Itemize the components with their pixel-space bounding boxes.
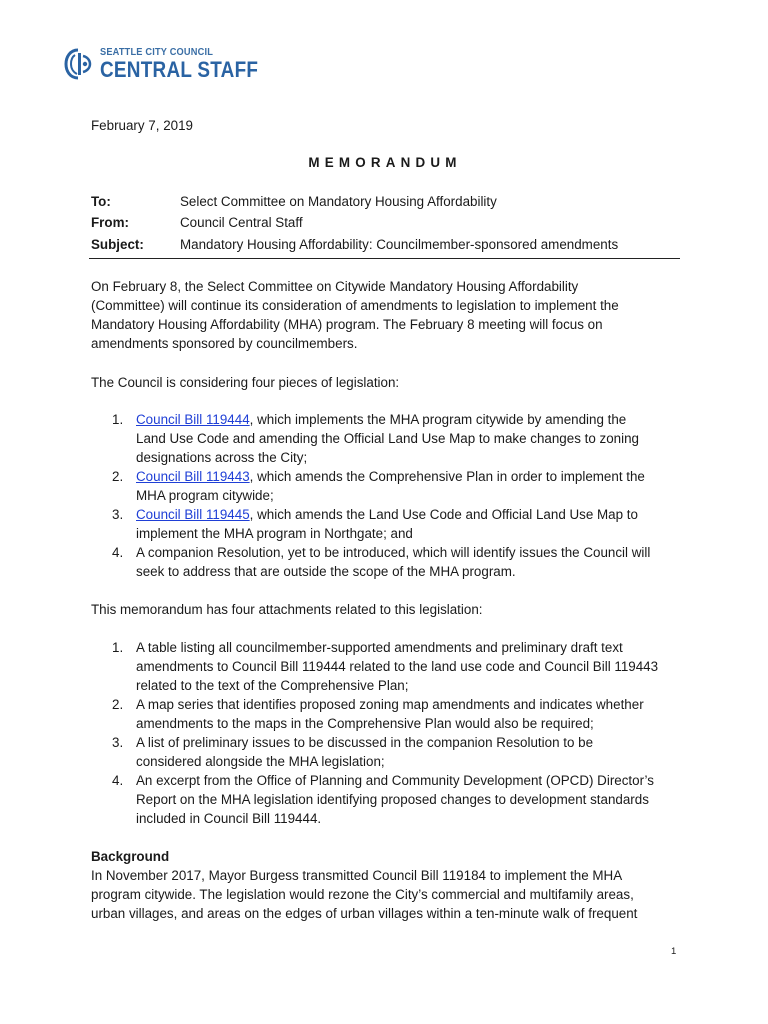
background-line: urban villages, and areas on the edges of urban villages within a ten-minute walk of frequent: [91, 906, 638, 921]
list-item: [91, 410, 691, 467]
header-divider: [89, 258, 680, 259]
seattle-seal-icon: [64, 47, 94, 81]
list-text: , which implements the MHA program citywide by amending the: [249, 412, 627, 427]
list-text: amendments to the maps in the Comprehensive Plan would also be required;: [136, 716, 594, 731]
list-item: [91, 771, 691, 828]
legislation-intro: [91, 373, 691, 392]
list-text: MHA program citywide;: [136, 488, 274, 503]
list-item: [91, 467, 691, 505]
memo-date: February 7, 2019: [91, 118, 193, 133]
list-text: seek to address that are outside the scope of the MHA program.: [136, 564, 516, 579]
from-label: From:: [91, 215, 129, 230]
central-staff-logo: [64, 44, 284, 84]
background-line: In November 2017, Mayor Burgess transmitted Council Bill 119184 to implement the MHA: [91, 868, 623, 883]
subject-row: [91, 235, 618, 254]
intro-line: (Committee) will continue its consideration of amendments to legislation to implement the: [91, 298, 619, 313]
legislation-intro-text: The Council is considering four pieces of legislation:: [91, 375, 400, 390]
list-text: A table listing all councilmember-supported amendments and preliminary draft text: [136, 640, 623, 655]
list-item: [91, 638, 691, 695]
background-section: [91, 847, 691, 923]
list-number: 1.: [112, 640, 124, 655]
list-text: amendments to Council Bill 119444 related to the land use code and Council Bill 119443: [136, 659, 659, 674]
list-text: A map series that identifies proposed zoning map amendments and indicates whether: [136, 697, 644, 712]
list-item: [91, 505, 691, 543]
background-heading: Background: [91, 849, 170, 864]
from-value: Council Central Staff: [180, 215, 303, 230]
list-number: 3.: [112, 507, 124, 522]
list-number: 1.: [112, 412, 124, 427]
attachments-intro-text: This memorandum has four attachments related to this legislation:: [91, 602, 483, 617]
list-text: included in Council Bill 119444.: [136, 811, 322, 826]
list-item: [91, 695, 691, 733]
list-number: 4.: [112, 545, 124, 560]
list-item: [91, 543, 691, 581]
attachments-intro: [91, 600, 691, 619]
list-text: designations across the City;: [136, 450, 308, 465]
list-text: , which amends the Land Use Code and Official Land Use Map to: [249, 507, 638, 522]
list-text: A companion Resolution, yet to be introduced, which will identify issues the Council will: [136, 545, 651, 560]
intro-line: Mandatory Housing Affordability (MHA) program. The February 8 meeting will focus on: [91, 317, 603, 332]
council-bill-119445-link[interactable]: Council Bill 119445: [136, 507, 250, 522]
list-text: A list of preliminary issues to be discussed in the companion Resolution to be: [136, 735, 594, 750]
from-row: [91, 213, 303, 232]
list-text: , which amends the Comprehensive Plan in order to implement the: [249, 469, 645, 484]
list-text: An excerpt from the Office of Planning and Community Development (OPCD) Director’s: [136, 773, 654, 788]
memo-title: MEMORANDUM: [308, 155, 462, 170]
subject-label: Subject:: [91, 237, 144, 252]
to-value: Select Committee on Mandatory Housing Affordability: [180, 194, 497, 209]
list-text: considered alongside the MHA legislation;: [136, 754, 385, 769]
to-label: To:: [91, 194, 111, 209]
intro-paragraph: [91, 277, 691, 353]
page-number: 1: [671, 946, 677, 957]
to-row: [91, 192, 497, 211]
list-text: Land Use Code and amending the Official Land Use Map to make changes to zoning: [136, 431, 639, 446]
logo-org-name: SEATTLE CITY COUNCIL: [100, 45, 214, 58]
list-number: 4.: [112, 773, 124, 788]
attachments-list: [91, 638, 691, 828]
logo-dept-name: CENTRAL STAFF: [100, 57, 259, 83]
list-text: Report on the MHA legislation identifying proposed changes to development standards: [136, 792, 649, 807]
council-bill-119443-link[interactable]: Council Bill 119443: [136, 469, 250, 484]
list-number: 2.: [112, 469, 124, 484]
list-number: 2.: [112, 697, 124, 712]
subject-value: Mandatory Housing Affordability: Councilmember-sponsored amendments: [180, 237, 619, 252]
background-line: program citywide. The legislation would rezone the City’s commercial and multifamily areas,: [91, 887, 634, 902]
list-text: implement the MHA program in Northgate; and: [136, 526, 413, 541]
list-number: 3.: [112, 735, 124, 750]
list-text: related to the text of the Comprehensive Plan;: [136, 678, 409, 693]
list-item: [91, 733, 691, 771]
council-bill-119444-link[interactable]: Council Bill 119444: [136, 412, 250, 427]
intro-line: On February 8, the Select Committee on Citywide Mandatory Housing Affordability: [91, 279, 579, 294]
intro-line: amendments sponsored by councilmembers.: [91, 336, 358, 351]
legislation-list: [91, 410, 691, 581]
